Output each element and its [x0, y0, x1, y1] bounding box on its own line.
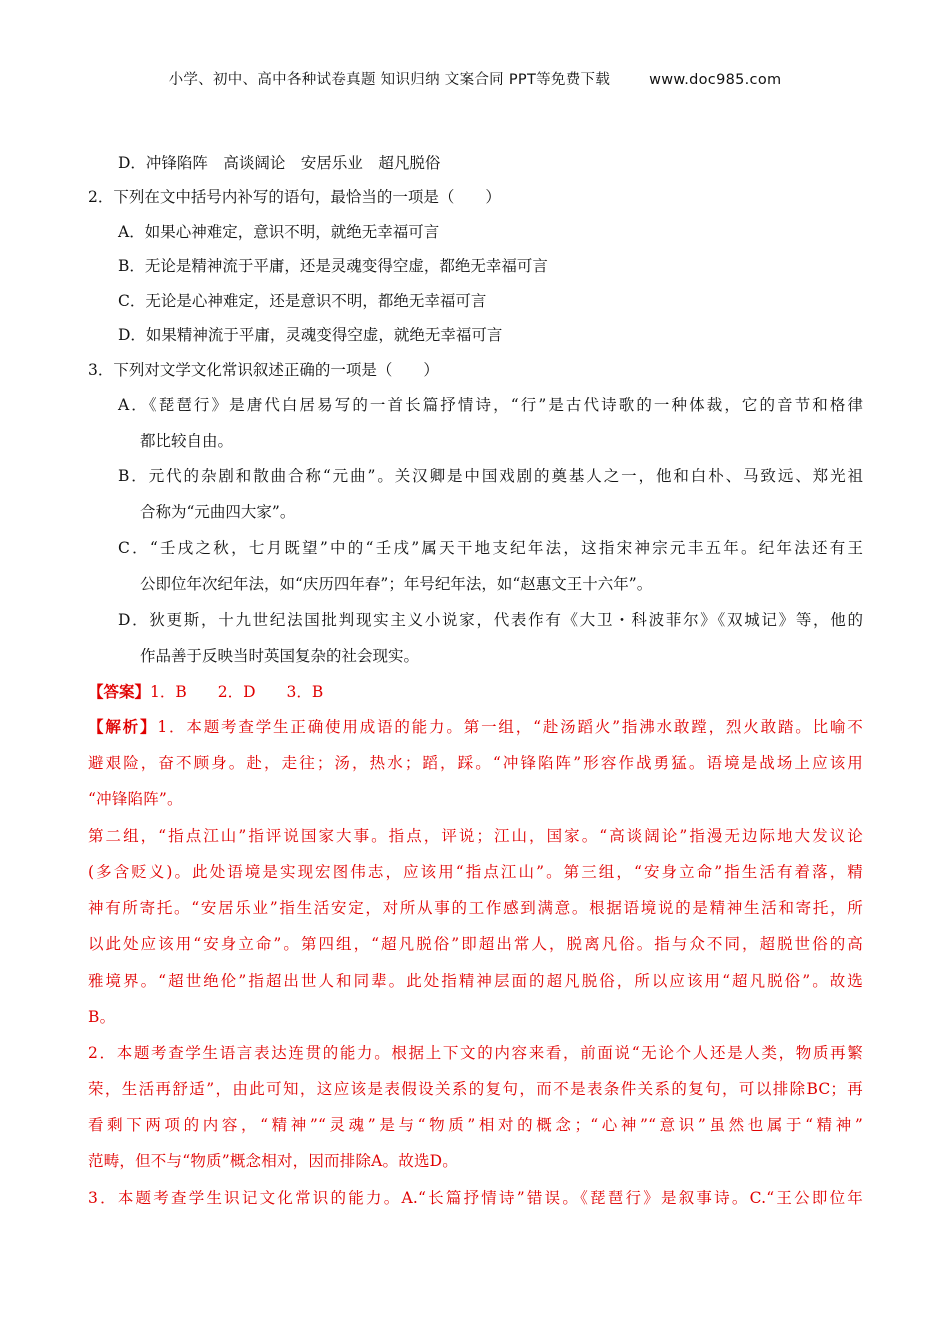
answer-line — [88, 682, 323, 702]
q3-stem: 3．下列对文学文化常识叙述正确的一项是（ ） — [88, 361, 439, 379]
q3-option-b-line1: B．元代的杂剧和散曲合称“元曲”。关汉卿是中国戏剧的奠基人之一，他和白朴、马致远、郑光祖 — [118, 467, 863, 485]
q3-option-d-line2: 作品善于反映当时英国复杂的社会现实。 — [140, 647, 420, 665]
analysis-line: 看剩下两项的内容，“精神”“灵魂”是与“物质”相对的概念；“心神”“意识”虽然也属于“精神” — [88, 1116, 863, 1134]
answer-text: 1．B 2．D 3．B — [150, 683, 324, 701]
analysis-line: 范畴，但不与“物质”概念相对，因而排除A。故选D。 — [88, 1152, 458, 1170]
analysis-line: 3．本题考查学生识记文化常识的能力。A.“长篇抒情诗”错误。《琵琶行》是叙事诗。C.“王公即位年 — [88, 1189, 863, 1207]
analysis-line: 以此处应该用“安身立命”。第四组，“超凡脱俗”即超出常人，脱离凡俗。指与众不同，超脱世俗的高 — [88, 935, 863, 953]
analysis-line: 【解析】1．本题考查学生正确使用成语的能力。第一组，“赴汤蹈火”指沸水敢蹚，烈火敢踏。比喻不 — [88, 717, 863, 736]
q2-option-a: A．如果心神难定，意识不明，就绝无幸福可言 — [118, 223, 440, 241]
q3-option-c-line2: 公即位年次纪年法，如“庆历四年春”；年号纪年法，如“赵惠文王十六年”。 — [140, 575, 653, 593]
analysis-line: 雅境界。“超世绝伦”指超出世人和同辈。此处指精神层面的超凡脱俗，所以应该用“超凡脱俗”。故选 — [88, 972, 863, 990]
header-site-link[interactable]: www.doc985.com — [649, 72, 782, 88]
q2-option-c: C．无论是心神难定，还是意识不明，都绝无幸福可言 — [118, 292, 487, 310]
q3-option-a-line1: A．《琵琶行》是唐代白居易写的一首长篇抒情诗，“行”是古代诗歌的一种体裁，它的音节和格律 — [118, 396, 863, 414]
analysis-line: (多含贬义)。此处语境是实现宏图伟志，应该用“指点江山”。第三组，“安身立命”指生活有着落，精 — [88, 863, 863, 881]
answer-tag: 【答案】 — [88, 682, 151, 701]
analysis-line: “冲锋陷阵”。 — [88, 790, 183, 808]
q3-option-a-line2: 都比较自由。 — [140, 432, 234, 450]
analysis-line: 第二组，“指点江山”指评说国家大事。指点，评说；江山，国家。“高谈阔论”指漫无边际地大发议论 — [88, 827, 863, 845]
analysis-line: B。 — [88, 1008, 116, 1026]
page-header — [0, 68, 950, 89]
analysis-line: 避艰险，奋不顾身。赴，走往；汤，热水；蹈，踩。“冲锋陷阵”形容作战勇猛。语境是战场上应该用 — [88, 754, 863, 772]
q2-option-d: D．如果精神流于平庸，灵魂变得空虚，就绝无幸福可言 — [118, 326, 503, 344]
analysis-line: 荣，生活再舒适”，由此可知，这应该是表假设关系的复句，而不是表条件关系的复句，可以排除BC；再 — [88, 1080, 863, 1098]
q1-option-d: D．冲锋陷阵 高谈阔论 安居乐业 超凡脱俗 — [118, 154, 441, 172]
header-title: 小学、初中、高中各种试卷真题 知识归纳 文案合同 PPT等免费下载 — [168, 72, 611, 88]
analysis-line: 2．本题考查学生语言表达连贯的能力。根据上下文的内容来看，前面说“无论个人还是人类，物质再繁 — [88, 1044, 863, 1062]
analysis-line: 神有所寄托。“安居乐业”指生活安定，对所从事的工作感到满意。根据语境说的是精神生活和寄托，所 — [88, 899, 863, 917]
q3-option-d-line1: D．狄更斯，十九世纪法国批判现实主义小说家，代表作有《大卫・科波菲尔》《双城记》等，他的 — [118, 611, 863, 629]
q2-stem: 2．下列在文中括号内补写的语句，最恰当的一项是（ ） — [88, 188, 501, 206]
analysis-tag: 【解析】 — [88, 717, 158, 736]
q2-option-b: B．无论是精神流于平庸，还是灵魂变得空虚，都绝无幸福可言 — [118, 257, 548, 275]
q3-option-b-line2: 合称为“元曲四大家”。 — [140, 503, 296, 521]
q3-option-c-line1: C．“壬戌之秋，七月既望”中的“壬戌”属天干地支纪年法，这指宋神宗元丰五年。纪年法还有王 — [118, 539, 863, 557]
